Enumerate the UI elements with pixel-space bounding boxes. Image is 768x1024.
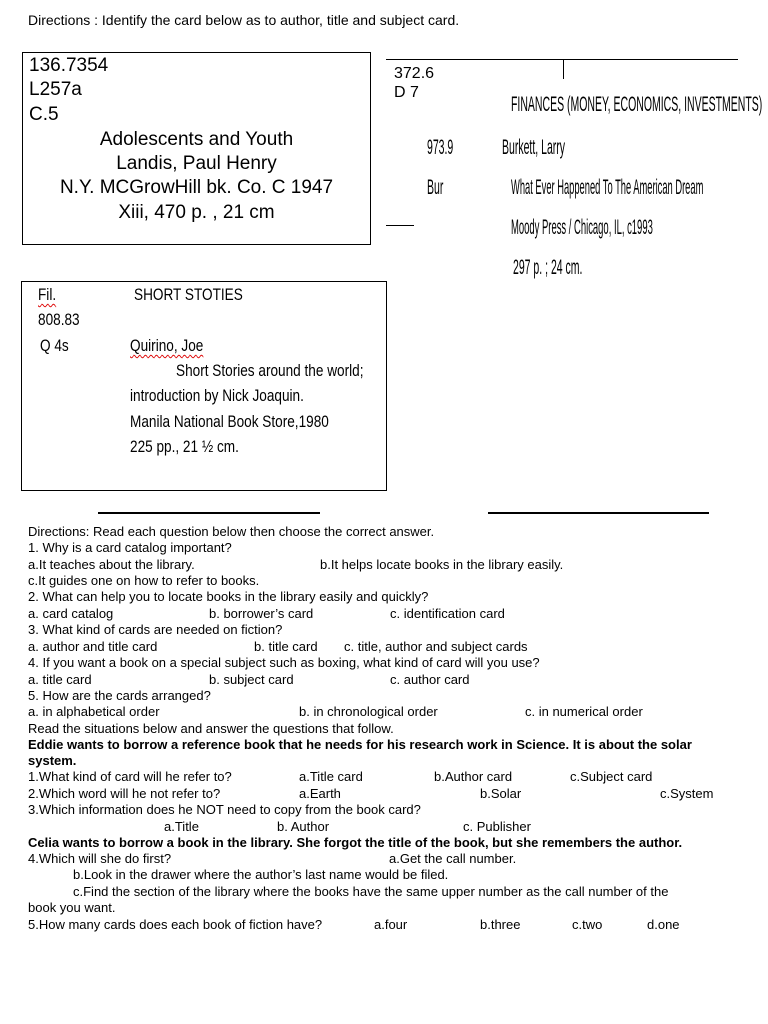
celia-q4-option-c-line-1: c.Find the section of the library where the books have the same upper number as the call number of the	[73, 884, 669, 899]
eddie-q2-option-b: b.Solar	[480, 786, 522, 801]
question-5: 5. How are the cards arranged?	[28, 688, 211, 703]
q3-option-c: c. title, author and subject cards	[344, 639, 528, 654]
card3-publisher: Manila National Book Store,1980	[130, 412, 329, 431]
card2-call-number-3: 973.9	[427, 136, 454, 159]
card3-call-number-3: Q 4s	[40, 336, 69, 355]
celia-q5-option-a: a.four	[374, 917, 408, 932]
q2-option-c: c. identification card	[390, 606, 505, 621]
card3-call-number-1: Fil.	[38, 285, 57, 304]
eddie-q2-option-c: c.System	[660, 786, 714, 801]
quiz-directions: Directions: Read each question below then choose the correct answer.	[28, 524, 435, 539]
card2-publisher: Moody Press / Chicago, IL, c1993	[511, 216, 653, 239]
celia-q5-option-d: d.one	[647, 917, 680, 932]
celia-q4-option-c-line-2: book you want.	[28, 900, 116, 915]
card2-call-number-4: Bur	[427, 176, 444, 199]
question-4: 4. If you want a book on a special subject such as boxing, what kind of card will you use?	[28, 655, 540, 670]
card2-call-number-1: 372.6	[394, 65, 435, 82]
card1-publisher: N.Y. MCGrowHill bk. Co. C 1947	[59, 177, 334, 198]
q3-option-b: b. title card	[254, 639, 318, 654]
eddie-question-3: 3.Which information does he NOT need to copy from the book card?	[28, 802, 421, 817]
card1-author: Landis, Paul Henry	[116, 153, 277, 174]
q1-option-c: c.It guides one on how to refer to books.	[28, 573, 260, 588]
card3-call-number-2: 808.83	[38, 310, 80, 329]
card1-title: Adolescents and Youth	[99, 129, 294, 150]
separator-left	[98, 512, 320, 514]
catalog-card-3	[21, 281, 387, 491]
card2-tick	[563, 59, 564, 79]
eddie-q1-option-a: a.Title card	[299, 769, 363, 784]
eddie-q3-option-c: c. Publisher	[463, 819, 531, 834]
separator-right	[488, 512, 709, 514]
q5-option-a: a. in alphabetical order	[28, 704, 160, 719]
eddie-q1-option-c: c.Subject card	[570, 769, 653, 784]
eddie-question-1: 1.What kind of card will he refer to?	[28, 769, 232, 784]
card2-pages: 297 p. ; 24 cm.	[513, 256, 583, 279]
card2-title: What Ever Happened To The American Dream	[511, 176, 704, 199]
question-3: 3. What kind of cards are needed on fiction?	[28, 622, 283, 637]
eddie-situation-line-1: Eddie wants to borrow a reference book that he needs for his research work in Science. It is about the solar	[28, 737, 692, 752]
q4-option-c: c. author card	[390, 672, 470, 687]
celia-question-5: 5.How many cards does each book of fiction have?	[28, 917, 323, 932]
eddie-q1-option-b: b.Author card	[434, 769, 513, 784]
eddie-situation-line-2: system.	[28, 753, 77, 768]
celia-question-4: 4.Which will she do first?	[28, 851, 172, 866]
q1-option-a: a.It teaches about the library.	[28, 557, 195, 572]
card3-title-line-1: Short Stories around the world;	[176, 361, 364, 380]
card2-subject: FINANCES (MONEY, ECONOMICS, INVESTMENTS)	[511, 93, 763, 116]
question-1: 1. Why is a card catalog important?	[28, 540, 232, 555]
catalog-card-1	[22, 52, 371, 245]
card2-top-rule	[386, 59, 738, 60]
celia-q5-option-b: b.three	[480, 917, 521, 932]
card1-call-number-1: 136.7354	[29, 55, 109, 76]
card2-author: Burkett, Larry	[502, 136, 566, 159]
q5-option-b: b. in chronological order	[299, 704, 438, 719]
eddie-q3-option-a: a.Title	[164, 819, 199, 834]
celia-situation: Celia wants to borrow a book in the library. She forgot the title of the book, but she remembers the author.	[28, 835, 683, 850]
card3-author: Quirino, Joe	[130, 336, 204, 355]
card2-call-number-2: D 7	[394, 84, 419, 101]
situations-intro: Read the situations below and answer the questions that follow.	[28, 721, 394, 736]
q1-option-b: b.It helps locate books in the library easily.	[320, 557, 564, 572]
q3-option-a: a. author and title card	[28, 639, 158, 654]
q2-option-a: a. card catalog	[28, 606, 114, 621]
eddie-q3-option-b: b. Author	[277, 819, 330, 834]
question-2: 2. What can help you to locate books in the library easily and quickly?	[28, 589, 429, 604]
card2-low-rule	[386, 225, 414, 226]
card1-pages: Xiii, 470 p. , 21 cm	[118, 202, 275, 223]
eddie-q2-option-a: a.Earth	[299, 786, 341, 801]
card3-subject: SHORT STOTIES	[134, 285, 243, 304]
card1-call-number-2: L257a	[29, 79, 82, 100]
q4-option-a: a. title card	[28, 672, 92, 687]
q4-option-b: b. subject card	[209, 672, 294, 687]
celia-q4-option-a: a.Get the call number.	[389, 851, 517, 866]
q5-option-c: c. in numerical order	[525, 704, 643, 719]
eddie-question-2: 2.Which word will he not refer to?	[28, 786, 221, 801]
card3-pages: 225 pp., 21 ½ cm.	[130, 437, 239, 456]
q2-option-b: b. borrower’s card	[209, 606, 314, 621]
celia-q5-option-c: c.two	[572, 917, 603, 932]
card3-title-line-2: introduction by Nick Joaquin.	[130, 386, 304, 405]
card1-call-number-3: C.5	[29, 104, 59, 125]
directions-heading: Directions : Identify the card below as to author, title and subject card.	[28, 12, 460, 28]
celia-q4-option-b: b.Look in the drawer where the author’s last name would be filed.	[73, 867, 449, 882]
